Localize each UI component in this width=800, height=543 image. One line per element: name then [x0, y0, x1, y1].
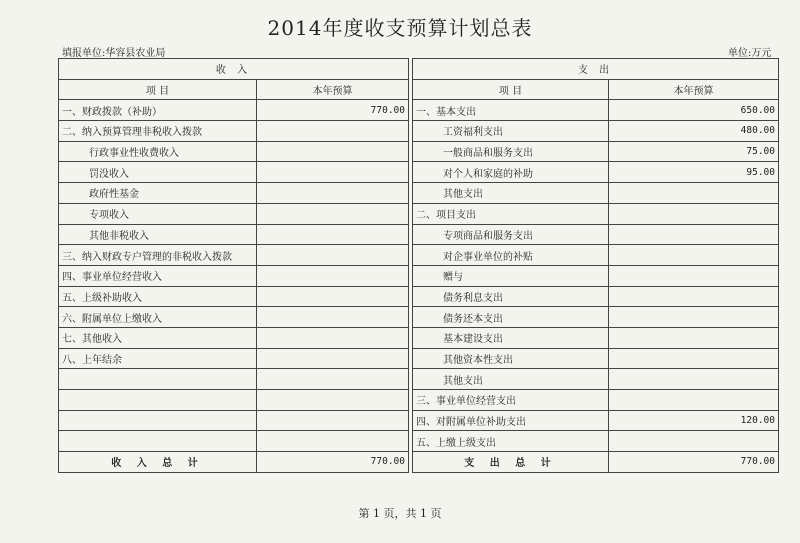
income-item-value — [257, 410, 409, 431]
income-item-value — [257, 390, 409, 411]
expense-item-value — [609, 224, 779, 245]
table-row — [59, 286, 779, 307]
income-item-value — [257, 183, 409, 204]
expense-item-value — [609, 183, 779, 204]
expense-item-value — [609, 369, 779, 390]
expense-item-value — [609, 431, 779, 452]
expense-item-value — [609, 265, 779, 286]
income-item-value — [257, 245, 409, 266]
income-item-label: 罚没收入 — [59, 162, 257, 183]
expense-item-value — [609, 203, 779, 224]
income-item-value — [257, 307, 409, 328]
expense-item-label: 一、基本支出 — [413, 100, 609, 121]
income-item-value — [257, 286, 409, 307]
table-row — [59, 307, 779, 328]
income-item-label: 二、纳入预算管理非税收入拨款 — [59, 121, 257, 142]
expense-item-label: 对个人和家庭的补助 — [413, 162, 609, 183]
expense-col-budget: 本年预算 — [609, 79, 779, 100]
table-row — [59, 431, 779, 452]
income-item-label — [59, 369, 257, 390]
income-col-item: 项 目 — [59, 79, 257, 100]
income-item-label: 七、其他收入 — [59, 327, 257, 348]
income-item-label: 专项收入 — [59, 203, 257, 224]
expense-item-label: 基本建设支出 — [413, 327, 609, 348]
income-item-value — [257, 203, 409, 224]
table-row — [59, 369, 779, 390]
total-row — [59, 452, 779, 473]
expense-item-value: 650.00 — [609, 100, 779, 121]
expense-item-value — [609, 390, 779, 411]
income-total-label: 收 入 总 计 — [59, 452, 257, 473]
income-item-label: 三、纳入财政专户管理的非税收入拨款 — [59, 245, 257, 266]
table-row — [59, 100, 779, 121]
expense-item-label: 其他支出 — [413, 183, 609, 204]
expense-item-value: 75.00 — [609, 141, 779, 162]
expense-item-label: 五、上缴上级支出 — [413, 431, 609, 452]
table-row — [59, 162, 779, 183]
currency-unit: 单位:万元 — [728, 48, 772, 59]
income-item-value: 770.00 — [257, 100, 409, 121]
expense-item-label: 二、项目支出 — [413, 203, 609, 224]
table-row — [59, 390, 779, 411]
page-title: 2014年度收支预算计划总表 — [267, 16, 533, 40]
income-item-label: 政府性基金 — [59, 183, 257, 204]
table-row — [59, 121, 779, 142]
income-item-value — [257, 369, 409, 390]
income-item-label: 六、附属单位上缴收入 — [59, 307, 257, 328]
expense-item-value: 480.00 — [609, 121, 779, 142]
income-item-label: 一、财政拨款（补助） — [59, 100, 257, 121]
table-row — [59, 348, 779, 369]
expense-item-label: 其他资本性支出 — [413, 348, 609, 369]
expense-item-label: 赠与 — [413, 265, 609, 286]
table-row — [59, 327, 779, 348]
expense-item-label: 专项商品和服务支出 — [413, 224, 609, 245]
expense-item-value — [609, 348, 779, 369]
section-header-row — [59, 59, 779, 80]
expense-item-label: 三、事业单位经营支出 — [413, 390, 609, 411]
expense-total-value: 770.00 — [609, 452, 779, 473]
table-row — [59, 141, 779, 162]
expense-item-value — [609, 245, 779, 266]
expense-header: 支 出 — [413, 59, 779, 80]
income-item-value — [257, 162, 409, 183]
income-header: 收 入 — [59, 59, 409, 80]
expense-col-item: 项 目 — [413, 79, 609, 100]
expense-item-label: 其他支出 — [413, 369, 609, 390]
income-item-label: 四、事业单位经营收入 — [59, 265, 257, 286]
budget-table-container — [58, 58, 778, 473]
table-row — [59, 245, 779, 266]
expense-item-label: 对企事业单位的补贴 — [413, 245, 609, 266]
income-item-value — [257, 141, 409, 162]
expense-item-label: 债务还本支出 — [413, 307, 609, 328]
income-item-value — [257, 348, 409, 369]
expense-item-label: 工资福利支出 — [413, 121, 609, 142]
table-row — [59, 265, 779, 286]
income-col-budget: 本年预算 — [257, 79, 409, 100]
expense-item-label: 债务利息支出 — [413, 286, 609, 307]
income-item-value — [257, 224, 409, 245]
column-header-row — [59, 79, 779, 100]
income-item-value — [257, 431, 409, 452]
table-row — [59, 224, 779, 245]
expense-item-label: 一般商品和服务支出 — [413, 141, 609, 162]
expense-item-value — [609, 307, 779, 328]
income-item-label: 八、上年结余 — [59, 348, 257, 369]
income-item-value — [257, 121, 409, 142]
expense-item-value: 120.00 — [609, 410, 779, 431]
income-item-value — [257, 327, 409, 348]
expense-item-value — [609, 327, 779, 348]
table-row — [59, 183, 779, 204]
table-row — [59, 203, 779, 224]
expense-item-value: 95.00 — [609, 162, 779, 183]
table-row — [59, 410, 779, 431]
expense-item-value — [609, 286, 779, 307]
income-item-label: 其他非税收入 — [59, 224, 257, 245]
income-item-label — [59, 410, 257, 431]
income-item-label: 五、上级补助收入 — [59, 286, 257, 307]
income-item-label: 行政事业性收费收入 — [59, 141, 257, 162]
income-item-label — [59, 431, 257, 452]
fill-unit: 填报单位:华容县农业局 — [62, 48, 166, 59]
income-item-value — [257, 265, 409, 286]
expense-item-label: 四、对附属单位补助支出 — [413, 410, 609, 431]
income-item-label — [59, 390, 257, 411]
income-total-value: 770.00 — [257, 452, 409, 473]
page-footer: 第 1 页，共 1 页 — [358, 507, 442, 520]
expense-total-label: 支 出 总 计 — [413, 452, 609, 473]
budget-table — [58, 58, 779, 473]
